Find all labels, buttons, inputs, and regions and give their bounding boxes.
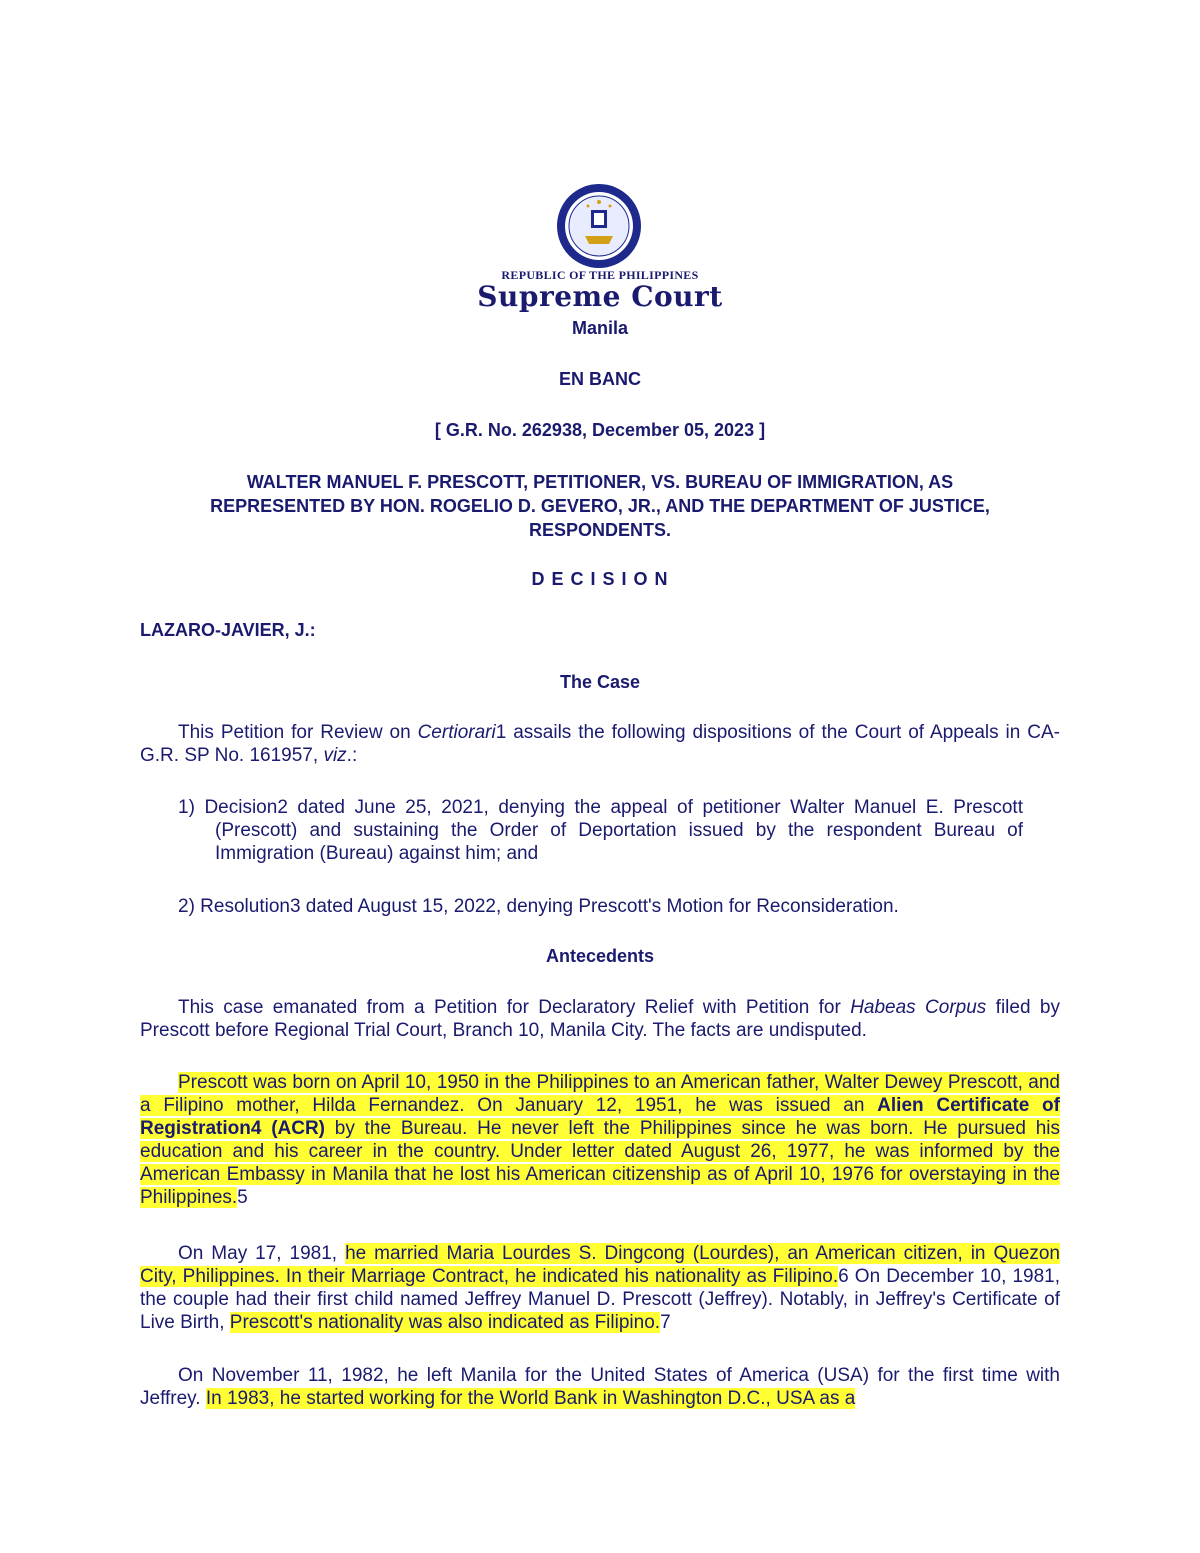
section-heading-antecedents: Antecedents [545,946,655,966]
republic-label: REPUBLIC OF THE PHILIPPINES [501,268,699,282]
supreme-court-seal-icon [555,182,643,270]
caption-line: WALTER MANUEL F. PRESCOTT, PETITIONER, VS. BUREAU OF IMMIGRATION, AS [246,472,954,492]
section-heading-case: The Case [559,672,641,692]
court-name: Supreme Court [477,280,723,313]
paragraph-usa: On November 11, 1982, he left Manila for the United States of America (USA) for the first time with Jeffrey. In 1983, he started working for the World Bank in Washington D.C., USA as a [140,1365,1060,1409]
caption-line: REPRESENTED BY HON. ROGELIO D. GEVERO, JR., AND THE DEPARTMENT OF JUSTICE, [210,496,990,516]
caption-line: RESPONDENTS. [528,520,672,540]
division-label: EN BANC [558,369,641,389]
paragraph-origin: This case emanated from a Petition for Declaratory Relief with Petition for Habeas Corpus filed by Prescott before Regional Trial Court, Branch 10, Manila City. The facts are undisputed. [140,997,1060,1041]
decision-label: D E C I S I O N [531,569,669,589]
highlighted-text: by the Bureau. He never left the Philippines since he was born. He pursued his education and his career in the country. Under letter dated August 26, 1977, he was informed by the American Embassy in Manila that he lost his American citizenship as of April 10, 1976 for overstaying in the Philippines. [140,1118,1060,1208]
highlighted-text: Prescott was born on April 10, 1950 in the Philippines to an American father, Walter Dewey Prescott, and a Filipino mother, Hilda Fernandez. On January 12, 1951, he was issued an [140,1072,1060,1116]
paragraph-petition: This Petition for Review on Certiorari1 assails the following dispositions of the Court of Appeals in CA-G.R. SP No. 161957, viz.: [140,722,1060,766]
list-item-resolution: 2) Resolution3 dated August 15, 2022, denying Prescott's Motion for Reconsideration. [178,896,899,917]
paragraph-birth: Prescott was born on April 10, 1950 in the Philippines to an American father, Walter Dewey Prescott, and a Filipino mother, Hilda Fernandez. On January 12, 1951, he was issued an Alien Certificate of Registration4 (ACR) by the Bureau. He never left the Philippines since he was born. He pursued his education and his career in the country. Under letter dated August 26, 1977, he was informed by the American Embassy in Manila that he lost his American citizenship as of April 10, 1976 for overstaying in the Philippines.5 [140,1072,1060,1208]
city-label: Manila [571,318,628,338]
highlighted-text: Alien Certificate of Registration4 (ACR) [140,1095,1060,1139]
highlighted-text: he married Maria Lourdes S. Dingcong (Lourdes), an American citizen, in Quezon City, Philippines. In their Marriage Contract, he indicated his nationality as Filipino. [140,1243,1060,1287]
highlighted-text: In 1983, he started working for the World Bank in Washington D.C., USA as a [205,1388,856,1409]
ponente: LAZARO-JAVIER, J.: [140,620,316,640]
highlighted-text: Prescott's nationality was also indicated as Filipino. [229,1312,661,1333]
list-item-decision: 1) Decision2 dated June 25, 2021, denying the appeal of petitioner Walter Manuel E. Prescott (Prescott) and sustaining the Order of Deportation issued by the respondent Bureau of Immigration (Bureau) against him; and [178,797,1023,864]
case-caption [140,470,1060,542]
case-number: [ G.R. No. 262938, December 05, 2023 ] [434,420,766,440]
paragraph-marriage: On May 17, 1981, he married Maria Lourdes S. Dingcong (Lourdes), an American citizen, in Quezon City, Philippines. In their Marriage Contract, he indicated his nationality as Filipino.6 On December 10, 1981, the couple had their first child named Jeffrey Manuel D. Prescott (Jeffrey). Notably, in Jeffrey's Certificate of Live Birth, Prescott's nationality was also indicated as Filipino.7 [140,1243,1060,1333]
